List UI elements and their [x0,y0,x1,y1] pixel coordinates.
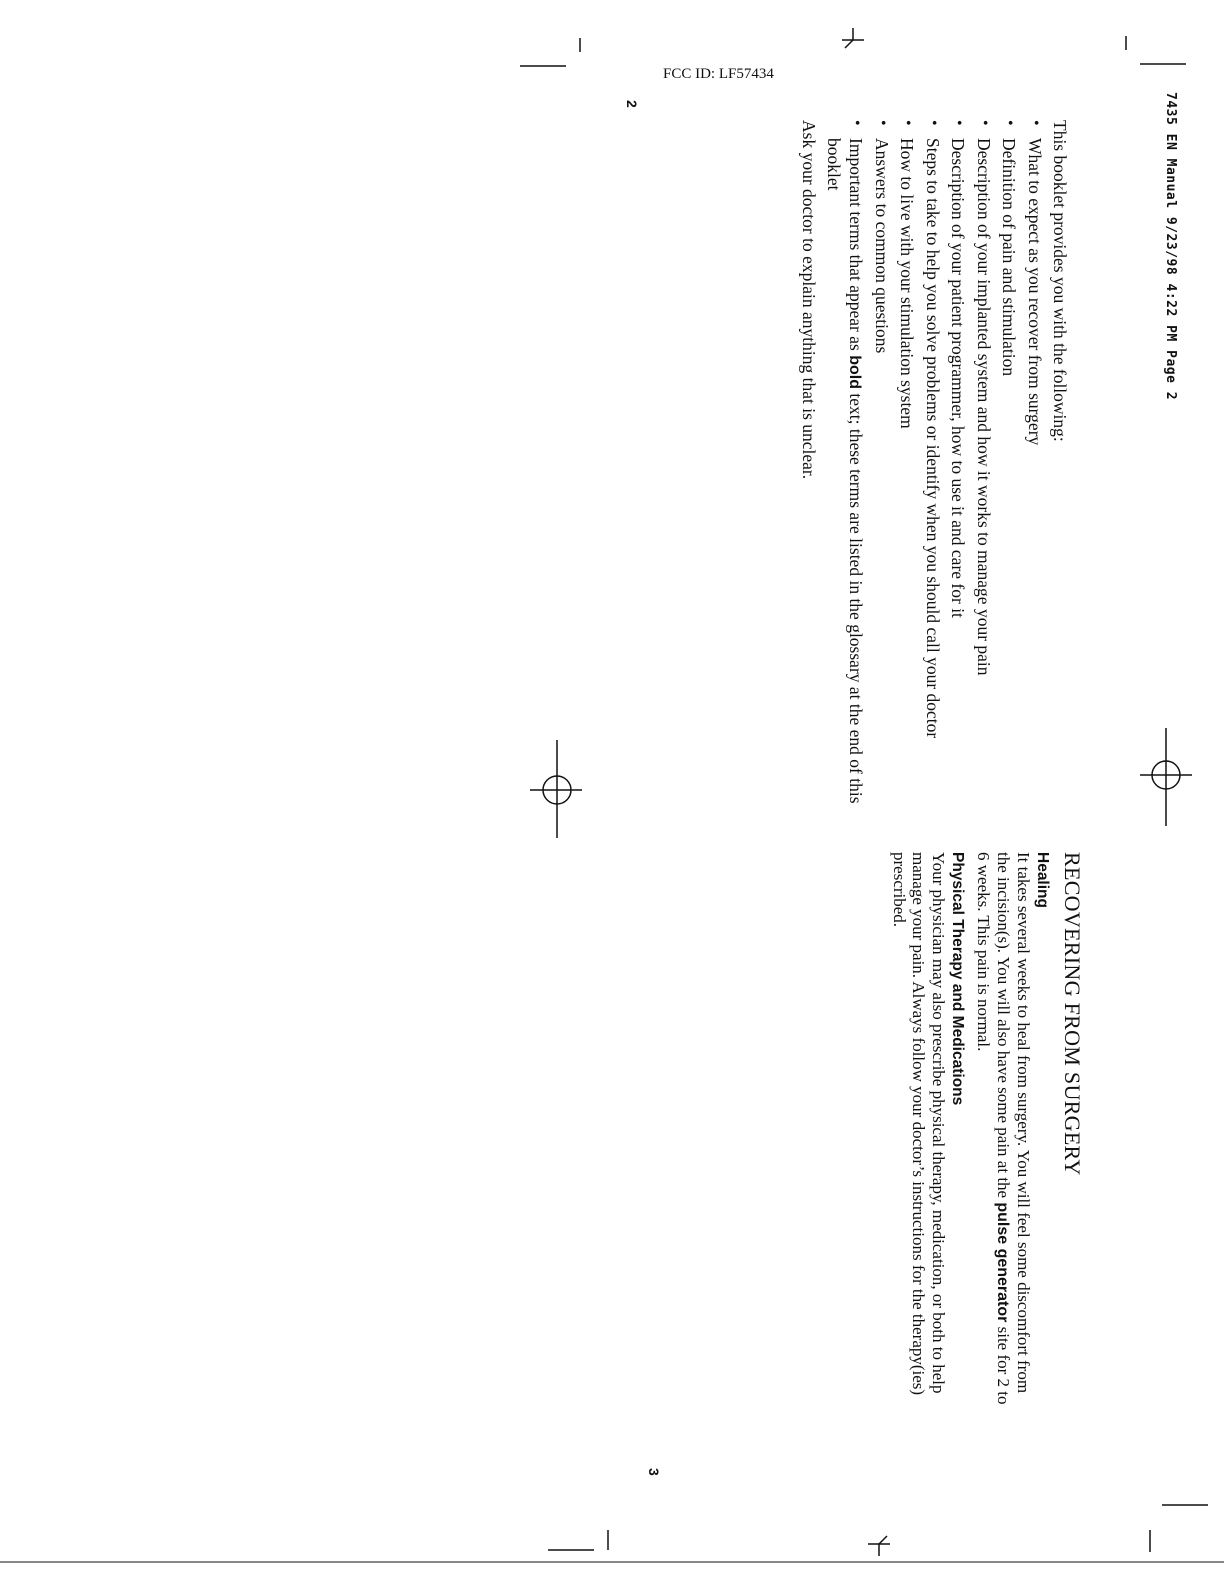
registration-mark-right [1140,728,1192,826]
therapy-text: Your physician may also prescribe physical therapy, medication, or both to help manage your pain. Always follow your doctor’s instructions for the therapy(ies) prescribed. [890,852,948,1396]
right-page [884,852,1083,1412]
closing-text: Ask your doctor to explain anything that is unclear. [799,120,819,480]
list-item: • What to expect as you recover from surgery [1025,120,1045,860]
therapy-heading: Physical Therapy and Medications [949,852,967,1106]
fold-mark-top [842,28,864,48]
print-slug: 7435 EN Manual 9/23/98 4:22 PM Page 2 [1163,92,1178,401]
section-title: RECOVERING FROM SURGERY [1060,852,1085,1176]
page-number-right: 3 [646,1468,662,1476]
left-page [794,120,1070,860]
list-item: • Description of your implanted system and how it works to manage your pain [974,120,994,860]
contents-list [825,120,1046,860]
intro-text: This booklet provides you with the following: [1050,120,1070,442]
fcc-id: FCC ID: LF57434 [663,66,774,82]
list-item: • Steps to take to help you solve problems or identify when you should call your doctor [923,120,943,860]
list-item: • Answers to common questions [872,120,892,860]
list-item: • Description of your patient programmer, how to use it and care for it [949,120,969,860]
healing-text: It takes several weeks to heal from surgery. You will feel some discomfort from the incision(s). You will also have some pain at the pulse generator site for 2 to 6 weeks. This pain is normal. [974,852,1033,1405]
registration-mark-left [530,740,582,838]
list-item: • How to live with your stimulation system [898,120,918,860]
list-item: • Important terms that appear as bold text; these terms are listed in the glossary at the end of this booklet [825,120,867,860]
healing-heading: Healing [1034,852,1052,908]
list-item: • Definition of pain and stimulation [1000,120,1020,860]
page-number-left: 2 [624,100,640,108]
fold-mark-bottom [868,1536,890,1556]
